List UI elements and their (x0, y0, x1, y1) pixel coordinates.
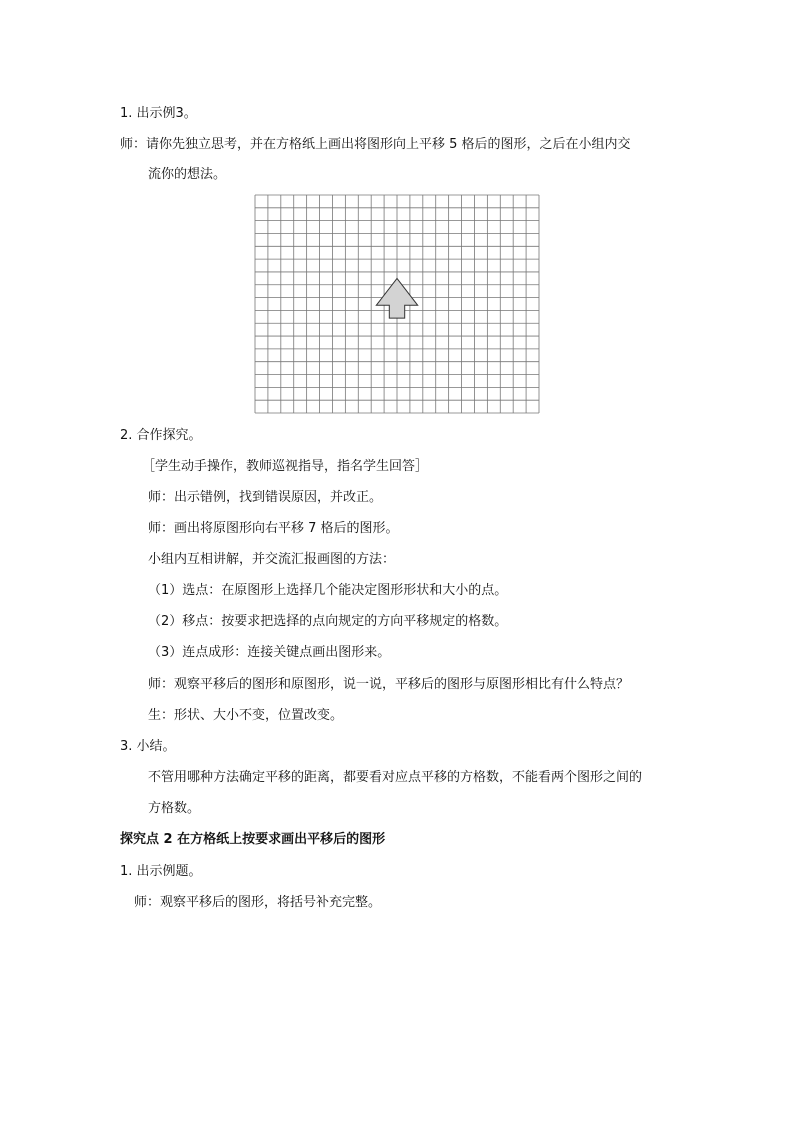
teacher-observe-question: 师：观察平移后的图形和原图形，说一说，平移后的图形与原图形相比有什么特点？ (148, 677, 630, 692)
teacher-translate-right: 师：画出将原图形向右平移 7 格后的图形。 (148, 521, 399, 536)
student-answer: 生：形状、大小不变，位置改变。 (148, 708, 344, 723)
example-3-heading: 1. 出示例3。 (120, 106, 197, 121)
method-step-2: （2）移点：按要求把选择的点向规定的方向平移规定的格数。 (148, 614, 508, 629)
grid-paper (254, 194, 540, 414)
teacher-bracket-instruction: 师：观察平移后的图形，将括号补充完整。 (134, 895, 382, 910)
teacher-error-example: 师：出示错例，找到错误原因，并改正。 (148, 490, 383, 505)
inquiry-point-2-heading: 探究点 2 在方格纸上按要求画出平移后的图形 (120, 832, 386, 847)
method-step-3: （3）连点成形：连接关键点画出图形来。 (148, 645, 391, 660)
cooperation-heading: 2. 合作探究。 (120, 428, 202, 443)
summary-line-1: 不管用哪种方法确定平移的距离，都要看对应点平移的方格数，不能看两个图形之间的 (148, 770, 643, 785)
group-method-intro: 小组内互相讲解，并交流汇报画图的方法： (148, 552, 396, 567)
student-activity-note: ［学生动手操作，教师巡视指导，指名学生回答］ (142, 459, 429, 474)
summary-heading: 3. 小结。 (120, 739, 176, 754)
example-heading: 1. 出示例题。 (120, 864, 202, 879)
arrow-figure (376, 278, 417, 318)
method-step-1: （1）选点：在原图形上选择几个能决定图形形状和大小的点。 (148, 583, 508, 598)
teacher-instruction-line-2: 流你的想法。 (148, 167, 227, 182)
teacher-instruction-line-1: 师：请你先独立思考，并在方格纸上画出将图形向上平移 5 格后的图形，之后在小组内交 (120, 137, 631, 152)
summary-line-2: 方格数。 (148, 801, 201, 816)
